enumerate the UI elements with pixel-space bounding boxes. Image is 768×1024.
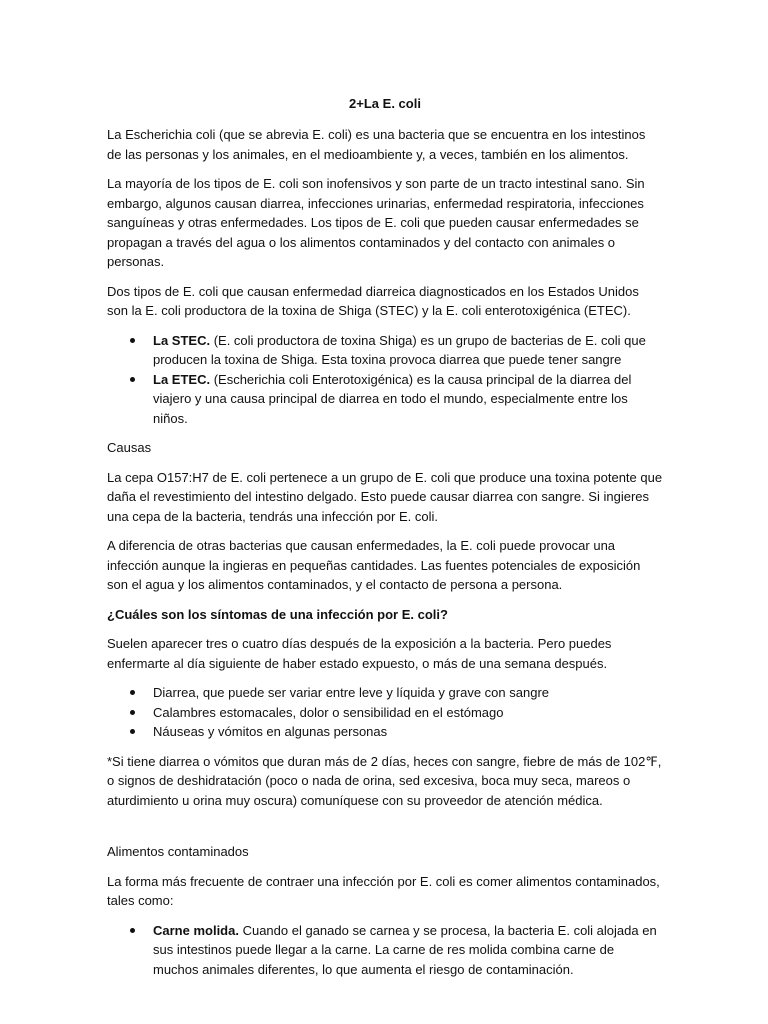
- bullet-icon: [130, 377, 135, 382]
- food-intro: La forma más frecuente de contraer una infección por E. coli es comer alimentos contaminados, tales como:: [107, 873, 660, 908]
- symptoms-intro: Suelen aparecer tres o cuatro días después de la exposición a la bacteria. Pero puedes enfermarte al día siguiente de haber estado expuesto, o más de una semana después.: [107, 636, 612, 671]
- ground-meat-description: Cuando el ganado se carnea y se procesa, la bacteria E. coli alojada en sus intestinos puede llegar a la carne. La carne de res molida combina carne de muchos animales diferentes, lo que aumenta el riesgo de contaminación.: [153, 922, 657, 977]
- bullet-icon: [130, 729, 135, 734]
- intro-paragraph-2: La mayoría de los tipos de E. coli son inofensivos y son parte de un tracto intestinal sano. Sin embargo, algunos causan diarrea, infecciones urinarias, enfermedad respiratoria, infecciones sanguíneas y otras enfermedades. Los tipos de E. coli que pueden causar enfermedades se propagan a través del agua o los alimentos contaminados y del contacto con animales o personas.: [107, 176, 645, 269]
- symptom-text: Náuseas y vómitos en algunas personas: [153, 724, 388, 739]
- symptoms-heading: ¿Cuáles son los síntomas de una infección por E. coli?: [107, 606, 448, 622]
- intro-paragraph-3: Dos tipos de E. coli que causan enfermedad diarreica diagnosticados en los Estados Unidos son la E. coli productora de la toxina de Shiga (STEC) y la E. coli enterotoxigénica (ETEC).: [107, 283, 639, 318]
- bullet-icon: [130, 338, 135, 343]
- symptoms-list: [107, 683, 663, 742]
- causes-heading: Causas: [107, 440, 152, 455]
- symptom-text: Calambres estomacales, dolor o sensibilidad en el estómago: [153, 704, 504, 720]
- medical-note: *Si tiene diarrea o vómitos que duran más de 2 días, heces con sangre, fiebre de más de 102℉, o signos de deshidratación (poco o nada de orina, sed excesiva, boca muy seca, mareos o aturdimiento u orina muy oscura) comuníquese con su proveedor de atención médica.: [107, 753, 662, 808]
- symptom-text: Diarrea, que puede ser variar entre leve y líquida y grave con sangre: [153, 685, 549, 700]
- document-title: 2+La E. coli: [349, 96, 421, 111]
- list-item-stec: [107, 331, 663, 370]
- list-item: [107, 703, 663, 723]
- bullet-icon: [130, 928, 135, 933]
- list-item-ground-meat: [107, 921, 663, 980]
- causes-paragraph-2: A diferencia de otras bacterias que causan enfermedades, la E. coli puede provocar una infección aunque la ingieras en pequeñas cantidades. Las fuentes potenciales de exposición son el agua y los alimentos contaminados, y el contacto de persona a persona.: [107, 538, 641, 592]
- intro-paragraph-1: La Escherichia coli (que se abrevia E. coli) es una bacteria que se encuentra en los intestinos de las personas y los animales, en el medioambiente y, a veces, también en los alimentos.: [107, 127, 646, 162]
- ground-meat-term: Carne molida.: [153, 922, 239, 938]
- etec-term: La ETEC.: [153, 371, 211, 387]
- food-list: [107, 921, 663, 980]
- section-spacer: [107, 820, 663, 842]
- causes-paragraph-1: La cepa O157:H7 de E. coli pertenece a un grupo de E. coli que produce una toxina potente que daña el revestimiento del intestino delgado. Esto puede causar diarrea con sangre. Si ingieres una cepa de la bacteria, tendrás una infección por E. coli.: [107, 469, 663, 524]
- food-heading: Alimentos contaminados: [107, 844, 249, 859]
- bullet-icon: [130, 690, 135, 695]
- document-body: [107, 94, 663, 989]
- stec-term: La STEC.: [153, 332, 211, 348]
- ecoli-types-list: [107, 331, 663, 429]
- bullet-icon: [130, 710, 135, 715]
- list-item: [107, 722, 663, 742]
- list-item: [107, 683, 663, 703]
- etec-description: (Escherichia coli Enterotoxigénica) es la causa principal de la diarrea del viajero y una causa principal de diarrea en todo el mundo, especialmente entre los niños.: [153, 371, 632, 426]
- stec-description: (E. coli productora de toxina Shiga) es un grupo de bacterias de E. coli que producen la toxina de Shiga. Esta toxina provoca diarrea que puede tener sangre: [153, 332, 646, 367]
- list-item-etec: [107, 370, 663, 429]
